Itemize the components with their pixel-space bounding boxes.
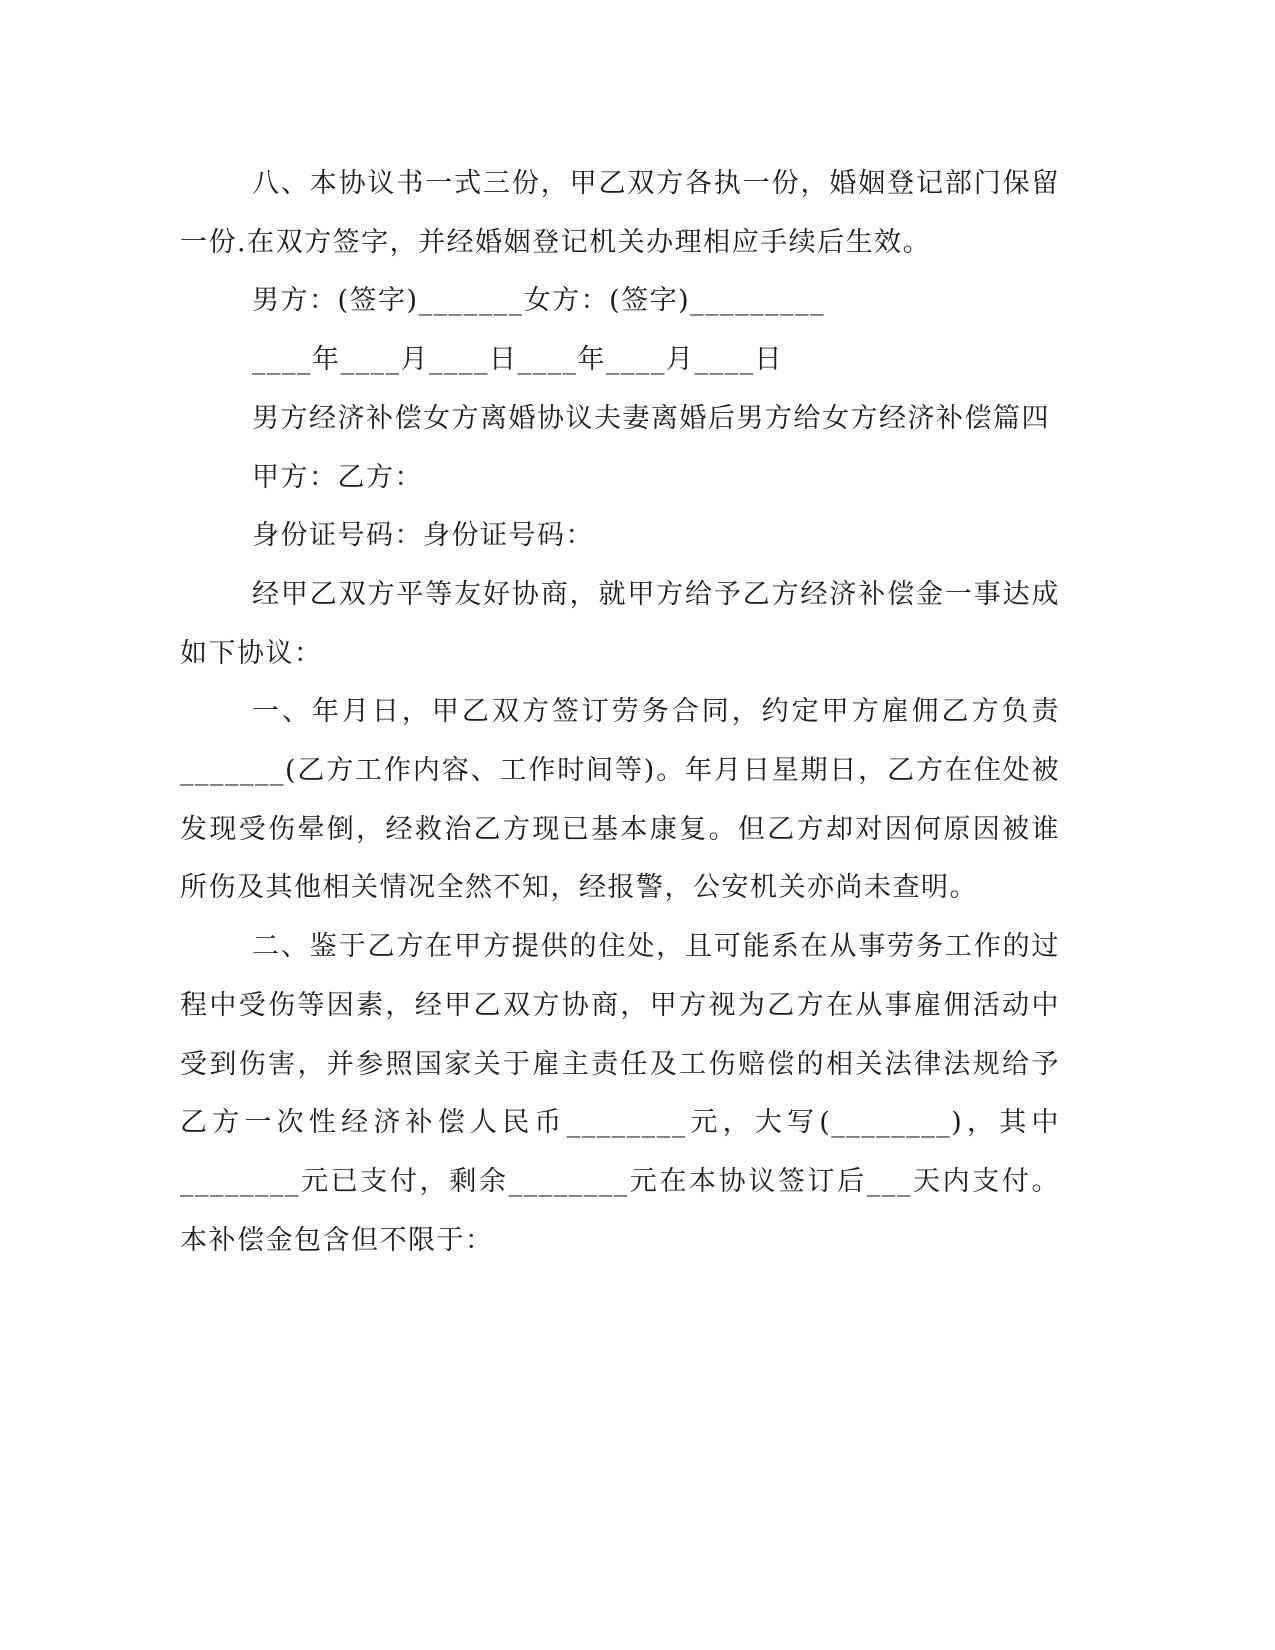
clause-two-paragraph: 二、鉴于乙方在甲方提供的住处，且可能系在从事劳务工作的过程中受伤等因素，经甲乙双方协商，甲方视为乙方在从事雇佣活动中受到伤害，并参照国家关于雇主责任及工伤赔偿的相关法律法规给予乙方一次性经济补偿人民币________元，大写(________)，其中________元已支付，剩余________元在本协议签订后___天内支付。本补偿金包含但不限于：	[180, 931, 1060, 1256]
signature-line: 男方：(签字)_______女方：(签字)_________	[252, 285, 826, 317]
clause-eight-paragraph: 八、本协议书一式三份，甲乙双方各执一份，婚姻登记部门保留一份.在双方签字，并经婚姻登记机关办理相应手续后生效。	[180, 168, 1060, 258]
document-body	[180, 155, 1060, 1270]
section-title: 男方经济补偿女方离婚协议夫妻离婚后男方给女方经济补偿篇四	[252, 402, 1050, 434]
id-number-line: 身份证号码：身份证号码：	[252, 520, 594, 552]
clause-one-paragraph: 一、年月日，甲乙双方签订劳务合同，约定甲方雇佣乙方负责_______(乙方工作内容、工作时间等)。年月日星期日，乙方在住处被发现受伤晕倒，经救治乙方现已基本康复。但乙方却对因何原因被谁所伤及其他相关情况全然不知，经报警，公安机关亦尚未查明。	[180, 696, 1060, 904]
agreement-intro-paragraph: 经甲乙双方平等友好协商，就甲方给予乙方经济补偿金一事达成如下协议：	[180, 578, 1060, 669]
parties-line: 甲方：乙方：	[252, 461, 423, 493]
date-line: ____年____月____日____年____月____日	[252, 344, 783, 376]
